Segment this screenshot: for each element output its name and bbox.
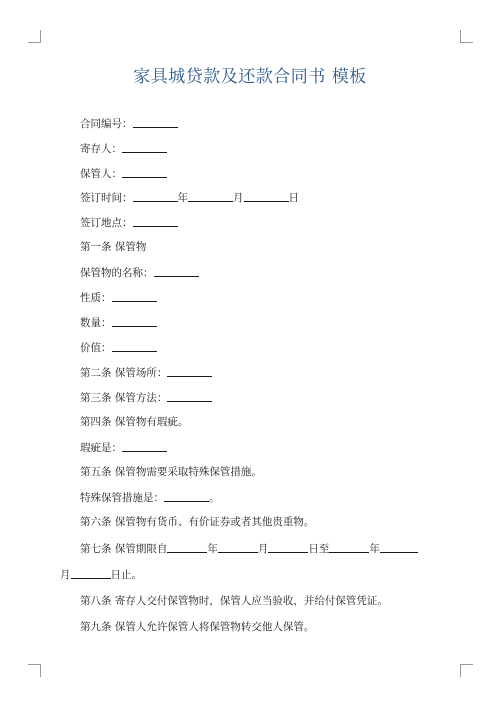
crop-mark-top-right [460, 30, 473, 43]
article-7-line [80, 541, 418, 556]
article-7-continuation [60, 567, 142, 582]
blank-field [188, 190, 233, 202]
sign-place-line [80, 215, 178, 230]
sign-place-label: 签订地点： [80, 217, 133, 229]
day-label: 日 [288, 192, 299, 204]
article-5-line: 第五条 保管物需要采取特殊保管措施。 [80, 466, 262, 478]
article-8-line: 第八条 寄存人交付保管物时，保管人应当验收，并给付保管凭证。 [80, 595, 388, 607]
crop-mark-top-left [28, 30, 41, 43]
article-9-line: 第九条 保管人允许保管人将保管物转交他人保管。 [80, 621, 315, 633]
blank-field [380, 541, 418, 553]
item-name-label: 保管物的名称： [80, 267, 154, 279]
custodian-label: 保管人： [80, 168, 122, 180]
depositor-line [80, 141, 167, 156]
quantity-label: 数量： [80, 317, 112, 329]
month-label: 月 [60, 569, 71, 581]
to-label: 日至 [308, 543, 330, 555]
blank-field [71, 567, 111, 579]
article-7-prefix: 第七条 保管期限自 [80, 543, 168, 555]
blank-field [218, 541, 258, 553]
blank-field [133, 116, 178, 128]
article-3-line [80, 390, 212, 405]
blank-field [122, 166, 167, 178]
year-label: 年 [369, 543, 380, 555]
depositor-label: 寄存人： [80, 143, 122, 155]
item-name-line [80, 265, 199, 280]
blank-field [154, 265, 199, 277]
blank-field [112, 340, 157, 352]
article-3-label: 第三条 保管方法： [80, 392, 168, 404]
defect-label: 瑕疵是： [80, 442, 122, 454]
quantity-line [80, 315, 157, 330]
article-6-line: 第六条 保管物有货币、有价证券或者其他贵重物。 [80, 516, 315, 528]
blank-field [167, 365, 212, 377]
blank-field [268, 541, 308, 553]
month-label: 月 [233, 192, 244, 204]
blank-field [329, 541, 369, 553]
year-label: 年 [177, 192, 188, 204]
blank-field [167, 390, 212, 402]
period-mark: 。 [209, 492, 220, 504]
contract-number-line [80, 116, 178, 131]
blank-field [167, 541, 207, 553]
value-line [80, 340, 157, 355]
article-1-heading: 第一条 保管物 [80, 241, 147, 253]
sign-time-label: 签订时间： [80, 192, 133, 204]
blank-field [244, 190, 289, 202]
blank-field [112, 315, 157, 327]
month-label: 月 [257, 543, 269, 555]
blank-field [133, 215, 178, 227]
nature-label: 性质： [80, 292, 112, 304]
special-measures-line [80, 490, 220, 505]
nature-line [80, 290, 157, 305]
document-title: 家具城贷款及还款合同书 模板 [133, 67, 367, 87]
value-label: 价值： [80, 342, 112, 354]
article-4-line: 第四条 保管物有瑕疵。 [80, 416, 189, 428]
blank-field [112, 290, 157, 302]
sign-time-line [80, 190, 299, 205]
year-label: 年 [207, 543, 218, 555]
blank-field [164, 490, 209, 502]
blank-field [122, 440, 167, 452]
defect-line [80, 440, 167, 455]
special-measures-label: 特殊保管措施是： [80, 492, 164, 504]
crop-mark-bottom-right [460, 664, 473, 677]
end-label: 日止。 [110, 569, 142, 581]
blank-field [133, 190, 178, 202]
article-2-label: 第二条 保管场所： [80, 367, 168, 379]
contract-number-label: 合同编号： [80, 118, 133, 130]
crop-mark-bottom-left [28, 664, 41, 677]
article-2-line [80, 365, 212, 380]
blank-field [122, 141, 167, 153]
custodian-line [80, 166, 167, 181]
